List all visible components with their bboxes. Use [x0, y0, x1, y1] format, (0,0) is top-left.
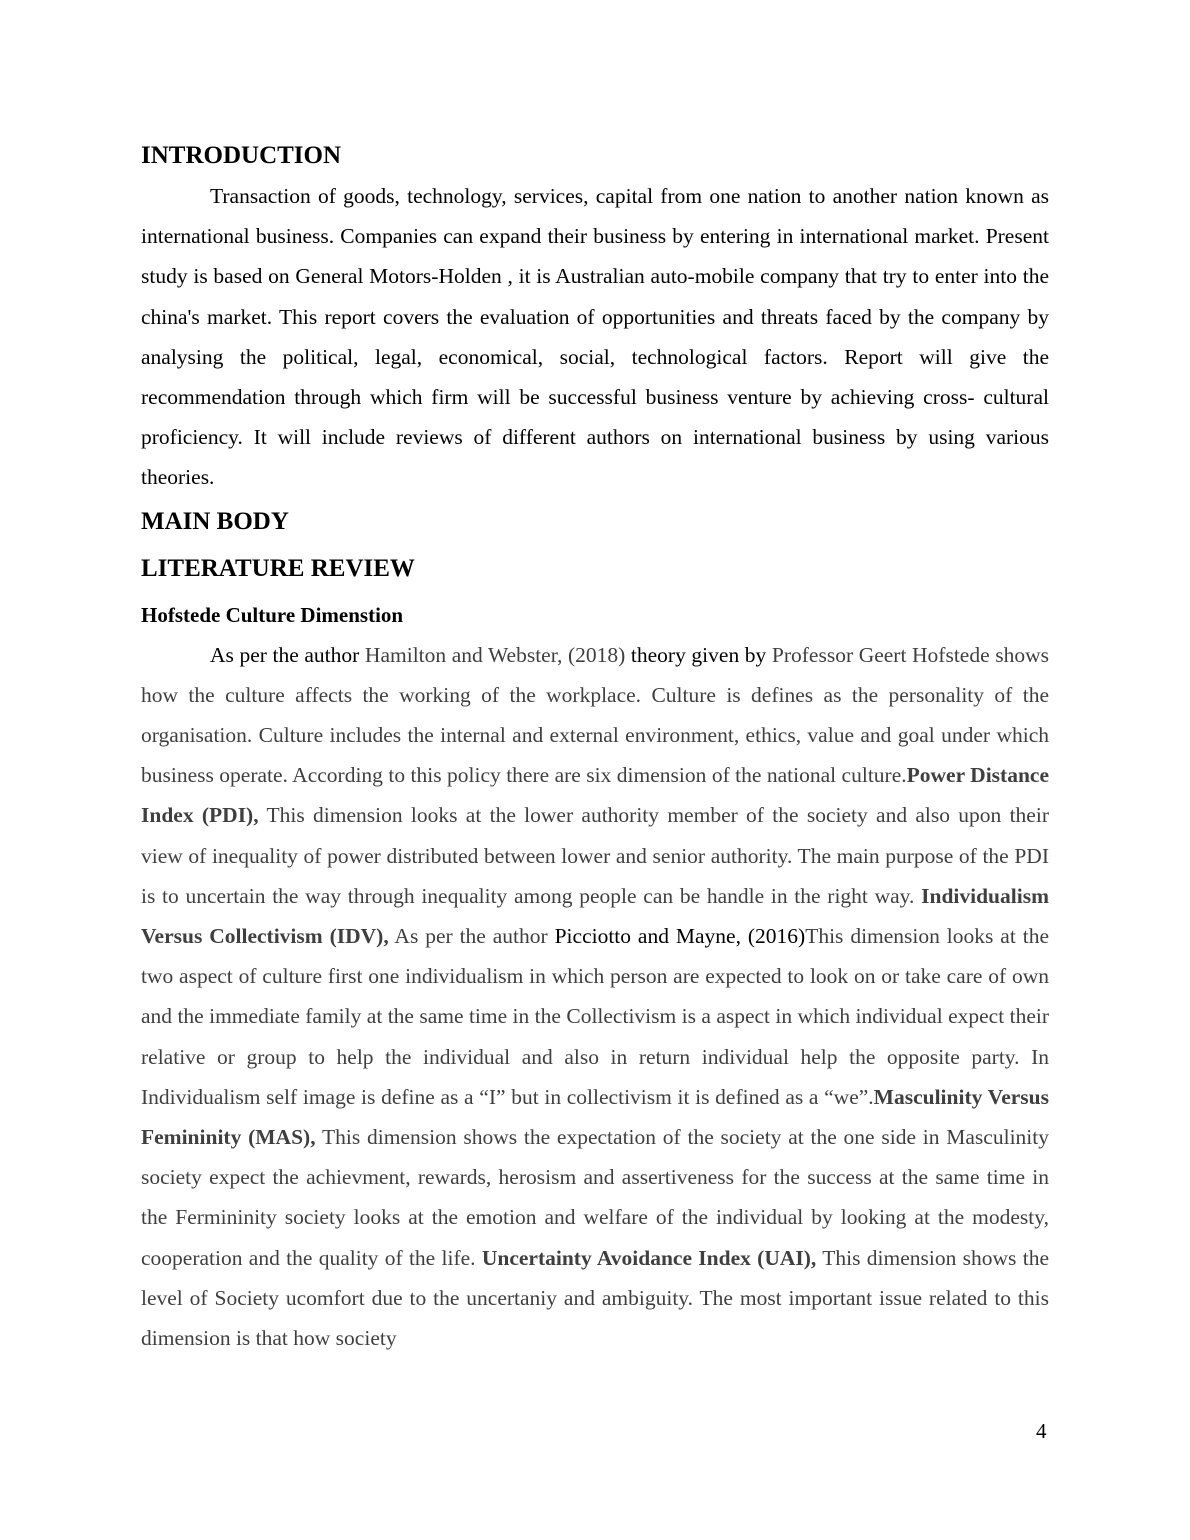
text-segment: Professor Geert Hofstede shows how the culture affects the working of the workplace. Culture is defines as the personality of the organisation. Culture includes the internal and external environment, ethics, value and goal under which business operate. According to this policy there are six dimension of the national culture. — [141, 642, 1049, 788]
term-mas: Masculinity Versus Femininity (MAS), — [141, 1084, 1049, 1150]
text-segment: This dimension looks at the lower authority member of the society and also upon their view of inequality of power distributed between lower and senior authority. The main purpose of the PDI is to uncertain the way through inequality among people can be handle in the right way. — [141, 803, 1049, 908]
introduction-heading: INTRODUCTION — [141, 142, 342, 169]
introduction-paragraph: Transaction of goods, technology, services, capital from one nation to another nation known as international business. Companies can expand their business by entering in international market. Present study is based on General Motors-Holden , it is Australian auto-mobile company that try to enter into the china's market. This report covers the evaluation of opportunities and threats faced by the company by analysing the political, legal, economical, social, technological factors. Report will give the recommendation through which firm will be successful business venture by achieving cross- cultural proficiency. It will include reviews of different authors on international business by using various theories. — [141, 184, 1049, 490]
citation-hamilton-webster: Hamilton and Webster, (2018) — [364, 642, 631, 667]
term-pdi: Power Distance Index (PDI), — [141, 763, 1049, 828]
text-segment: As per the author — [388, 924, 555, 949]
text-segment: theory given by — [630, 642, 772, 667]
hofstede-subheading: Hofstede Culture Dimenstion — [141, 602, 404, 627]
text-segment: This dimension shows the expectation of the society at the one side in Masculinity society expect the achievment, rewards, herosism and assertiveness for the success at the same time in the Fermininity society looks at the emotion and welfare of the individual by looking at the modesty, cooperation and the quality of the life. — [141, 1125, 1049, 1270]
citation-picciotto-mayne: Picciotto and Mayne, (2016) — [554, 924, 806, 949]
document-page — [141, 138, 1049, 1358]
term-uai: Uncertainty Avoidance Index (UAI), — [481, 1245, 817, 1270]
main-body-heading: MAIN BODY — [141, 507, 289, 535]
text-segment: This dimension shows the level of Society ucomfort due to the uncertaniy and ambiguity. The most important issue related to this dimension is that how society — [141, 1245, 1049, 1351]
term-idv: Individualism Versus Collectivism (IDV), — [141, 883, 1049, 949]
text-segment: This dimension looks at the two aspect of culture first one individualism in which person are expected to look on or take care of own and the immediate family at the same time in the Collectivism is a aspect in which individual expect their relative or group to help the individual and also in return individual help the opposite party. In Individualism self image is define as a “I” but in collectivism it is defined as a “we”. — [141, 924, 1049, 1109]
hofstede-paragraph — [141, 635, 1049, 1359]
literature-review-heading: LITERATURE REVIEW — [141, 554, 415, 582]
page-number: 4 — [1036, 1419, 1047, 1443]
text-segment: As per the author — [210, 642, 365, 667]
